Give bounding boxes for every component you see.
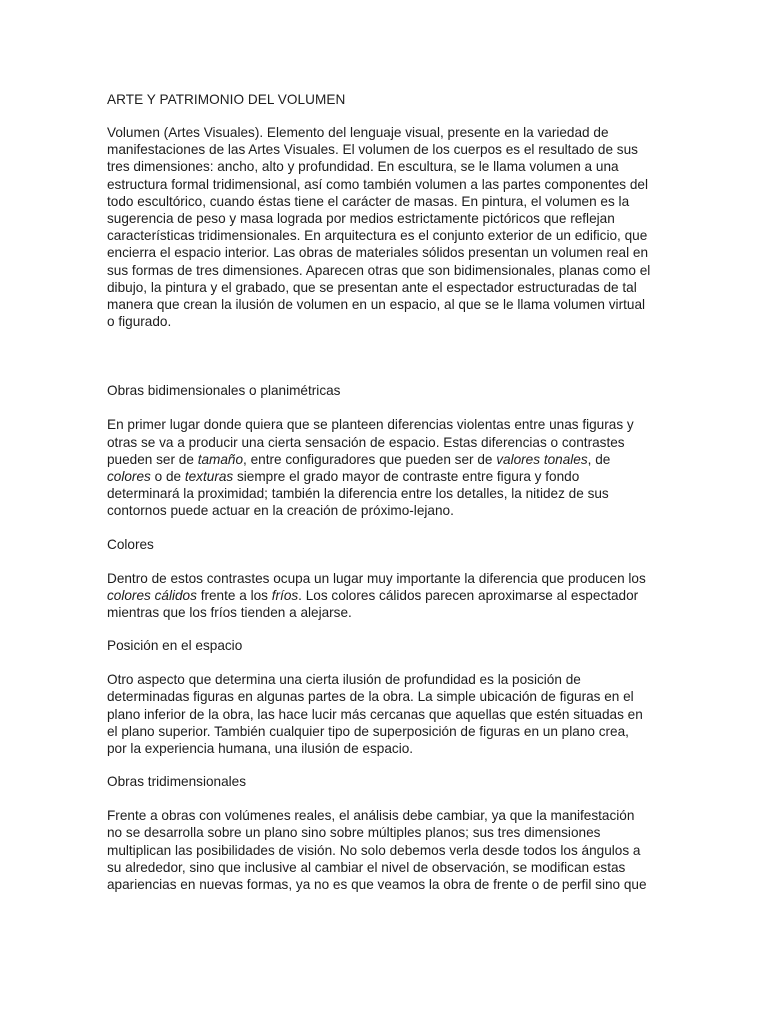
text-line: dibujo, la pintura y el grabado, que se presentan ante el espectador estructuradas de tal: [107, 279, 637, 295]
text-line: sus formas de tres dimensiones. Aparecen otras que son bidimensionales, planas como el: [107, 262, 651, 278]
italic-term: colores cálidos: [107, 587, 197, 603]
text-run: , entre configuradores que pueden ser de: [243, 451, 497, 467]
section3-paragraph: [107, 671, 659, 757]
spacer: [107, 346, 659, 382]
text-line: Otro aspecto que determina una cierta ilusión de profundidad es la posición de: [107, 672, 581, 688]
section-heading: Posición en el espacio: [107, 638, 243, 654]
text-line: o figurado.: [107, 314, 172, 330]
text-line: sugerencia de peso y masa lograda por medios estrictamente pictóricos que reflejan: [107, 211, 615, 227]
text-line: contornos puede actuar en la creación de próximo-lejano.: [107, 503, 454, 519]
italic-term: valores tonales: [496, 451, 588, 467]
italic-term: texturas: [184, 469, 234, 485]
text-line: plano inferior de la obra, las hace lucir más cercanas que aquellas que estén situadas en: [107, 706, 643, 722]
italic-term: tamaño: [197, 451, 244, 467]
text-line: [107, 468, 659, 485]
section-heading: Obras tridimensionales: [107, 774, 247, 790]
text-line: manera que crean la ilusión de volumen en un espacio, al que se le llama volumen virtual: [107, 297, 646, 313]
text-line: determinará la proximidad; también la diferencia entre los detalles, la nitidez de sus: [107, 486, 609, 502]
text-run: , de: [587, 451, 611, 467]
intro-paragraph: [107, 124, 659, 330]
italic-term: fríos: [271, 587, 299, 603]
section-heading: Colores: [107, 536, 154, 552]
text-line: características tridimensionales. En arquitectura es el conjunto exterior de un edificio, que: [107, 228, 648, 244]
text-line: manifestaciones de las Artes Visuales. El volumen de los cuerpos es el resultado de sus: [107, 142, 638, 158]
text-run: o de: [150, 469, 185, 485]
text-run: pueden ser de: [107, 451, 198, 467]
text-line: En primer lugar donde quiera que se planteen diferencias violentas entre unas figuras y: [107, 417, 634, 433]
document-body: [107, 91, 659, 909]
section2-paragraph: [107, 570, 659, 622]
text-line: Frente a obras con volúmenes reales, el análisis debe cambiar, ya que la manifestación: [107, 808, 635, 824]
section1-paragraph: [107, 416, 659, 519]
text-line: el plano superior. También cualquier tipo de superposición de figuras en un plano crea,: [107, 723, 629, 739]
text-line: multiplican las posibilidades de visión. No solo debemos verla desde todos los ángulos a: [107, 842, 641, 858]
text-line: otras se va a producir una cierta sensación de espacio. Estas diferencias o contrastes: [107, 434, 625, 450]
text-line: [107, 451, 659, 468]
document-title: ARTE Y PATRIMONIO DEL VOLUMEN: [107, 92, 346, 107]
text-line: [107, 587, 659, 604]
italic-term: colores: [107, 469, 151, 485]
text-line: mientras que los fríos tienden a alejarse.: [107, 605, 352, 621]
section-heading: Obras bidimensionales o planimétricas: [107, 383, 341, 399]
text-run: siempre el grado mayor de contraste entre figura y fondo: [233, 469, 580, 485]
text-line: su alrededor, sino que inclusive al cambiar el nivel de observación, se modifican estas: [107, 859, 626, 875]
text-line: apariencias en nuevas formas, ya no es que veamos la obra de frente o de perfil sino que: [107, 877, 647, 893]
section4-paragraph: [107, 807, 659, 893]
text-run: frente a los: [196, 587, 272, 603]
text-line: Volumen (Artes Visuales). Elemento del lenguaje visual, presente en la variedad de: [107, 125, 609, 140]
text-line: determinadas figuras en algunas partes de la obra. La simple ubicación de figuras en el: [107, 689, 634, 705]
text-line: no se desarrolla sobre un plano sino sobre múltiples planos; sus tres dimensiones: [107, 825, 601, 841]
text-line: tres dimensiones: ancho, alto y profundidad. En escultura, se le llama volumen a una: [107, 159, 619, 175]
text-line: encierra el espacio interior. Las obras de materiales sólidos presentan un volumen real en: [107, 245, 649, 261]
text-line: por la experiencia humana, una ilusión de espacio.: [107, 741, 414, 757]
text-line: Dentro de estos contrastes ocupa un lugar muy importante la diferencia que producen los: [107, 570, 646, 586]
text-run: . Los colores cálidos parecen aproximarse al espectador: [298, 587, 639, 603]
text-line: estructura formal tridimensional, así como también volumen a las partes componentes del: [107, 176, 648, 192]
text-line: todo escultórico, cuando éstas tiene el carácter de masas. En pintura, el volumen es la: [107, 193, 630, 209]
